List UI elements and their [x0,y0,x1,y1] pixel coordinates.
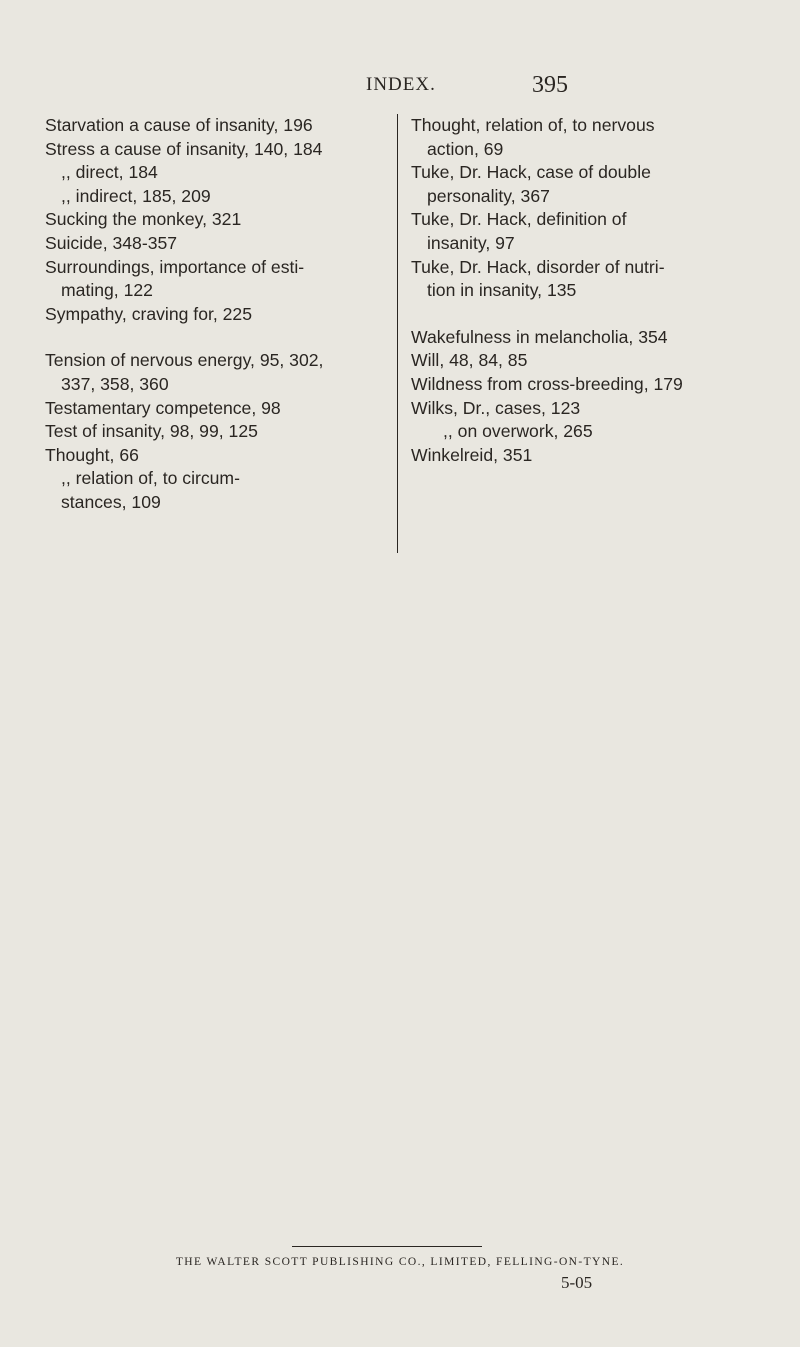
index-entry: Wilks, Dr., cases, 123 [411,397,581,418]
index-entry: Thought, 66 [45,444,139,465]
index-entry: Wakefulness in melancholia, 354 [411,326,668,347]
index-entry: Test of insanity, 98, 99, 125 [45,421,258,442]
index-entry-continuation: stances, 109 [61,491,161,512]
index-entry-continuation: tion in insanity, 135 [427,280,577,301]
index-entry: Tuke, Dr. Hack, definition of [411,209,627,230]
index-entry-continuation: 337, 358, 360 [61,373,169,394]
index-entry: Will, 48, 84, 85 [411,350,528,371]
index-column-left [45,114,385,515]
index-entry-continuation: action, 69 [427,138,504,159]
page-number: 395 [532,72,568,98]
index-subentry: ,, indirect, 185, 209 [61,185,211,206]
index-entry: Sucking the monkey, 321 [45,209,242,230]
index-entry: Tuke, Dr. Hack, disorder of nutri- [411,256,665,277]
index-entry: Tuke, Dr. Hack, case of double [411,162,651,183]
printer-imprint: THE WALTER SCOTT PUBLISHING CO., LIMITED, FELLING-ON-TYNE. [175,1256,625,1268]
index-entry: Testamentary competence, 98 [45,397,281,418]
running-head-title: INDEX. [366,74,436,95]
footer-rule [292,1246,482,1247]
index-subentry: ,, direct, 184 [61,162,158,183]
signature-mark: 5-05 [561,1273,593,1292]
index-entry-continuation: mating, 122 [61,280,153,301]
index-entry: Tension of nervous energy, 95, 302, [45,350,324,371]
index-entry-continuation: personality, 367 [427,185,550,206]
index-entry: Suicide, 348-357 [45,232,178,253]
running-head [0,72,800,104]
index-entry-continuation: insanity, 97 [427,232,515,253]
index-entry: Stress a cause of insanity, 140, 184 [45,138,323,159]
index-subentry: ,, relation of, to circum- [61,468,240,489]
index-entry: Surroundings, importance of esti- [45,256,305,277]
index-entry: Winkelreid, 351 [411,444,533,465]
index-subentry: ,, on overwork, 265 [443,421,593,442]
index-entry: Wildness from cross-breeding, 179 [411,373,683,394]
index-column-right [411,114,761,467]
index-entry: Thought, relation of, to nervous [411,115,655,135]
index-entry: Starvation a cause of insanity, 196 [45,115,313,135]
index-entry: Sympathy, craving for, 225 [45,303,252,324]
column-divider [397,114,398,553]
